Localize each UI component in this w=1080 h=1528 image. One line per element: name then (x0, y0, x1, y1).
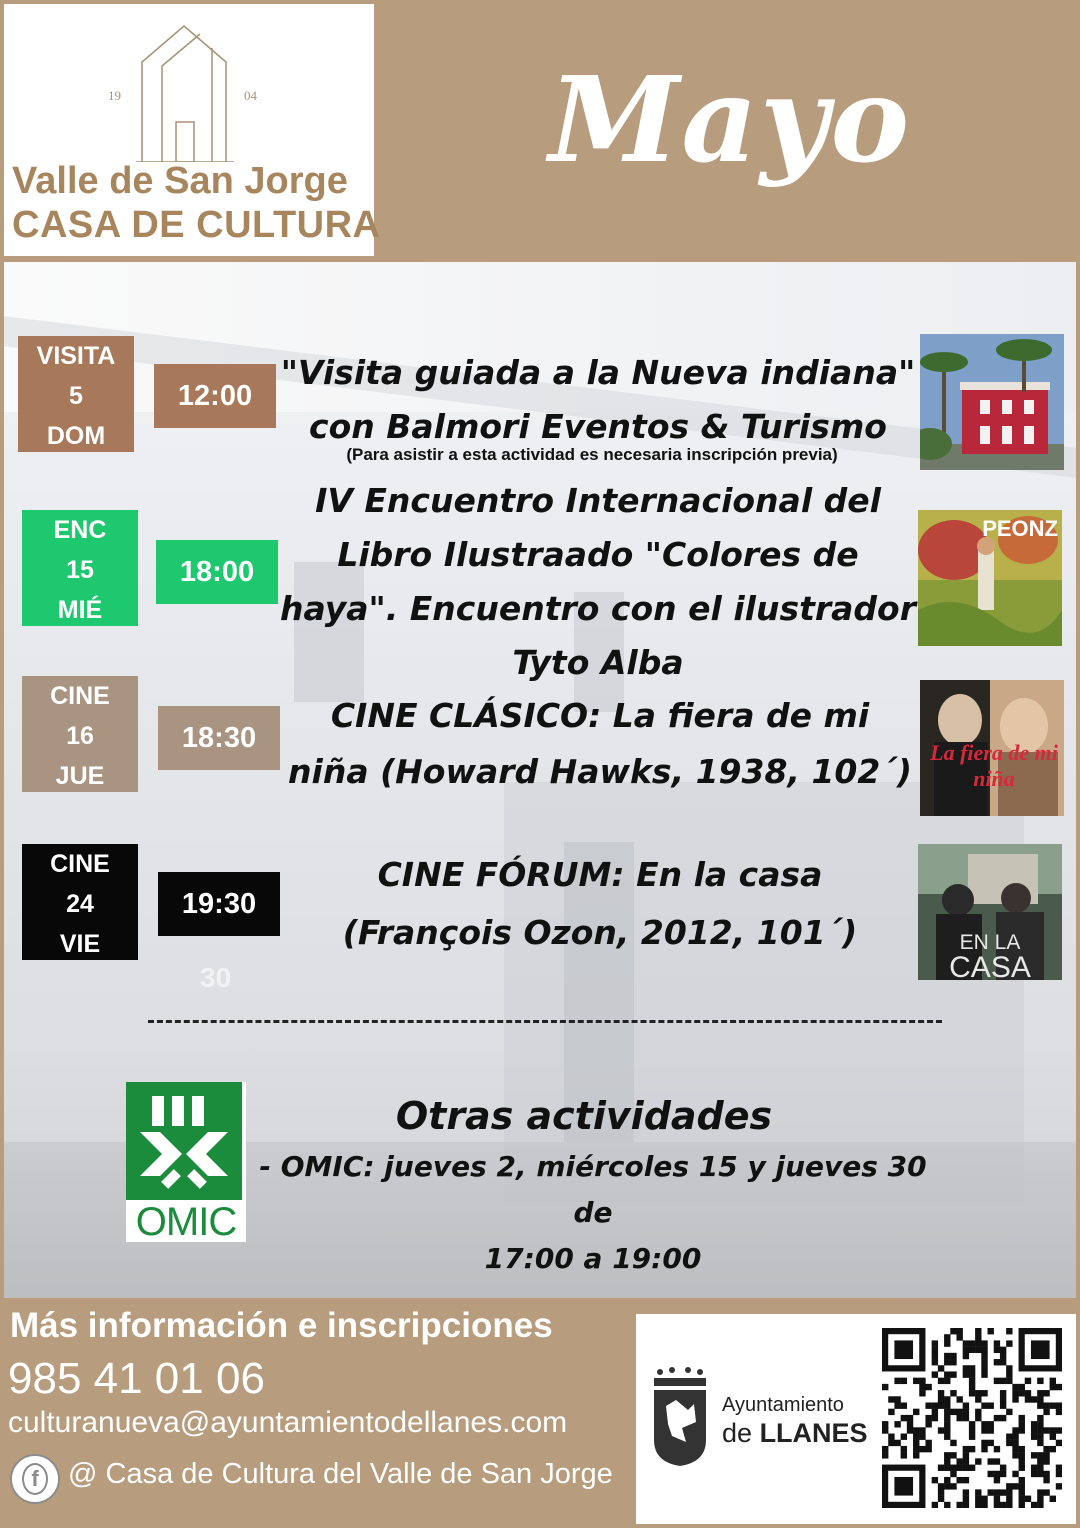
logo-year-left: 19 (108, 88, 121, 103)
other-activities-line: - OMIC: jueves 2, miércoles 15 y jueves 30 de (259, 1150, 927, 1229)
contact-phone[interactable]: 985 41 01 06 (8, 1354, 265, 1403)
llanes-prefix: de (722, 1418, 753, 1448)
event-time: 12:00 (154, 364, 276, 428)
ayuntamiento-box (636, 1314, 1076, 1524)
thumb-caption (918, 932, 1062, 980)
event-title-line: Libro Ilustraado "Colores de (337, 535, 859, 574)
event-type: VISITA (36, 342, 116, 370)
contact-email[interactable]: culturanueva@ayuntamientodellanes.com (8, 1406, 568, 1439)
facebook-link[interactable]: @ Casa de Cultura del Valle de San Jorge (68, 1458, 613, 1490)
event-title (280, 474, 916, 690)
omic-logo (126, 1082, 246, 1242)
event-thumbnail-palm-house (920, 334, 1064, 470)
ayuntamiento-label: Ayuntamiento (722, 1394, 844, 1416)
event-weekday: MIÉ (57, 596, 103, 624)
other-activities-line: 17:00 a 19:00 (484, 1242, 702, 1275)
event-day: 5 (69, 382, 83, 410)
event-day: 15 (66, 556, 94, 584)
facebook-icon[interactable] (10, 1454, 60, 1504)
event-thumbnail-movie-poster (918, 844, 1062, 980)
llanes-shield-icon (652, 1366, 708, 1468)
event-title-line: CINE FÓRUM: En la casa (377, 855, 823, 894)
event-title-line: (François Ozon, 2012, 101´) (342, 913, 858, 952)
thumb-caption-line: CASA (949, 951, 1031, 980)
facebook-icon-letter: f (22, 1463, 48, 1495)
logo-year-right: 04 (244, 88, 257, 103)
contact-info (4, 1302, 632, 1524)
event-title-line: IV Encuentro Internacional del (315, 481, 881, 520)
event-date-badge (18, 336, 134, 452)
event-weekday: VIE (59, 930, 101, 958)
event-title (274, 346, 922, 454)
event-title-line: con Balmori Eventos & Turismo (309, 407, 887, 446)
other-activities-text (242, 1144, 944, 1282)
month-title: Mayo (548, 50, 912, 189)
event-title (276, 688, 924, 800)
omic-word: OMIC (135, 1200, 237, 1244)
event-type: CINE (50, 850, 110, 878)
event-note: (Para asistir a esta actividad es necesaria inscripción previa) (346, 445, 838, 464)
event-thumbnail-book-cover (918, 510, 1062, 646)
program-panel (4, 262, 1076, 1298)
qr-code-icon[interactable] (882, 1328, 1062, 1508)
llanes-label (722, 1418, 868, 1449)
thumb-caption: La fiera de mi niña (930, 740, 1058, 791)
event-weekday: JUE (55, 762, 105, 790)
omic-emblem (126, 1082, 242, 1200)
logo-name-line2: CASA DE CULTURA (12, 204, 381, 246)
event-title-line: Tyto Alba (512, 643, 684, 682)
llanes-name: LLANES (759, 1418, 868, 1448)
event-title-line: CINE CLÁSICO: La fiera de mi (330, 696, 870, 735)
event-day: 24 (66, 890, 94, 918)
event-date-badge (22, 510, 138, 626)
event-date-badge (22, 676, 138, 792)
casa-de-cultura-logo (4, 4, 381, 256)
event-thumbnail-movie-poster (920, 680, 1064, 816)
contact-title: Más información e inscripciones (10, 1306, 553, 1345)
event-title (276, 846, 924, 962)
dashed-divider (148, 1020, 942, 1023)
house-icon (126, 22, 246, 162)
other-activities-title: Otras actividades (395, 1094, 773, 1138)
event-time: 19:30 (158, 872, 280, 936)
faint-number: 30 (200, 962, 232, 993)
event-type: ENC (53, 516, 107, 544)
event-time: 18:00 (156, 540, 278, 604)
event-title-line: haya". Encuentro con el ilustrador (280, 589, 916, 628)
event-title-line: "Visita guiada a la Nueva indiana" (280, 353, 916, 392)
event-date-badge (22, 844, 138, 960)
thumb-caption: PEONZ (982, 516, 1058, 541)
logo-name-line1: Valle de San Jorge (12, 160, 348, 202)
event-title-line: niña (Howard Hawks, 1938, 102´) (288, 752, 912, 791)
event-weekday: DOM (46, 422, 106, 450)
event-time: 18:30 (158, 706, 280, 770)
thumb-caption-line: EN LA (959, 931, 1021, 954)
event-type: CINE (50, 682, 110, 710)
event-day: 16 (66, 722, 94, 750)
